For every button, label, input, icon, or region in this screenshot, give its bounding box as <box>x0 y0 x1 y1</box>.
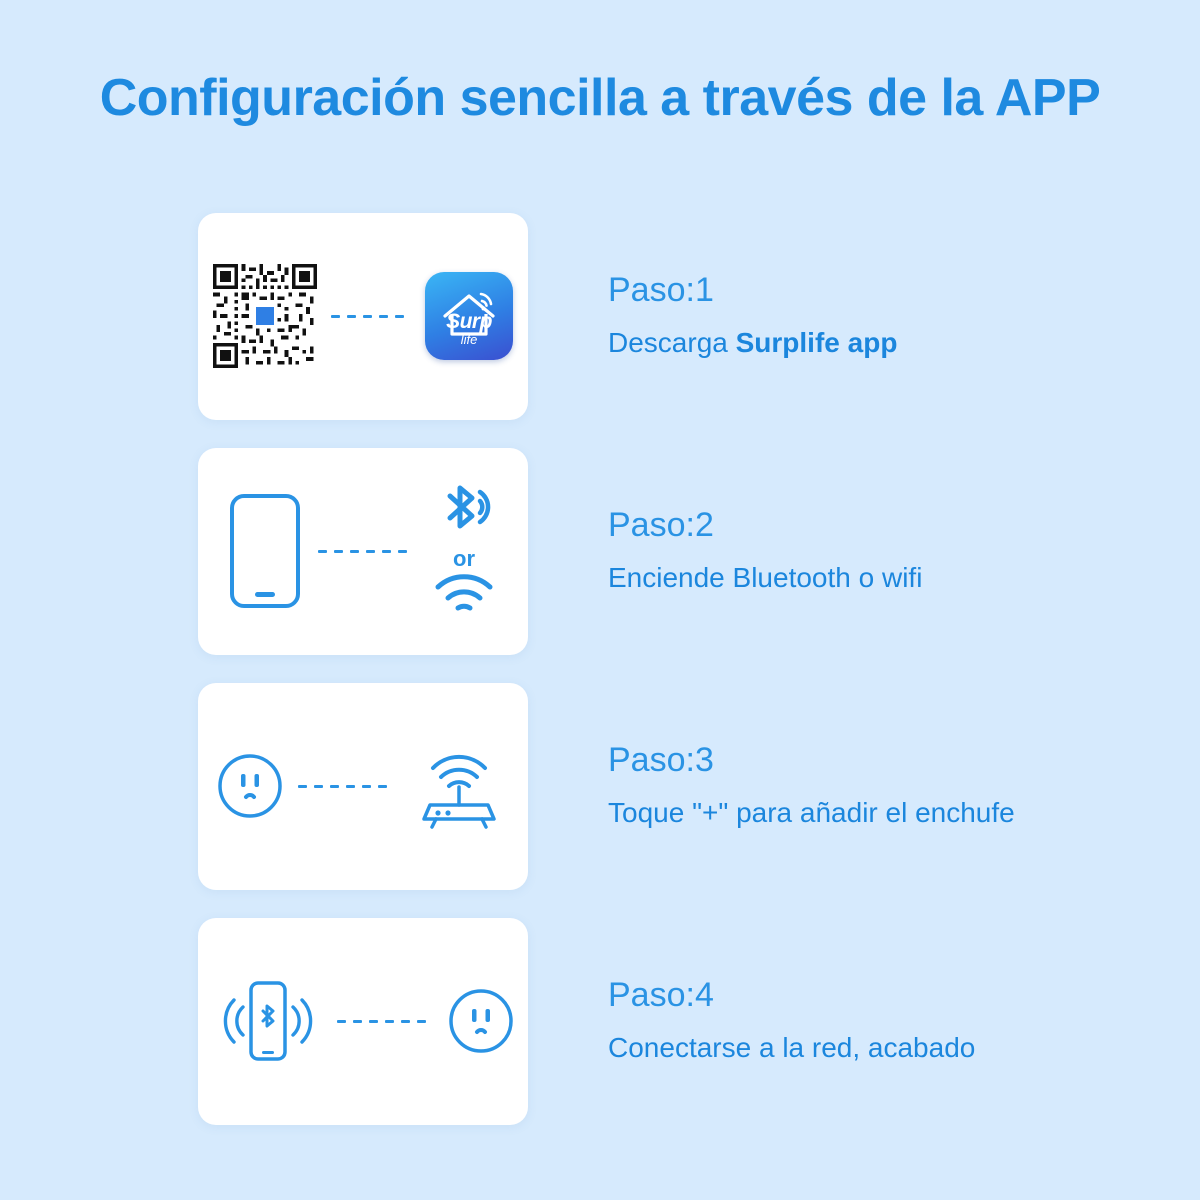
step-1-desc-bold: Surplife app <box>735 327 898 359</box>
step-2-illustration-card <box>198 448 528 655</box>
step-4-description: Conectarse a la red, acabado <box>608 1032 976 1064</box>
dashed-connector <box>331 315 411 318</box>
wifi-icon <box>428 574 500 620</box>
step-row <box>0 670 1200 902</box>
step-2-text <box>608 507 922 595</box>
step-row <box>0 435 1200 667</box>
step-1-illustration-card <box>198 213 528 420</box>
step-2-label: Paso:2 <box>608 505 714 544</box>
qr-code-icon <box>213 264 317 368</box>
app-name-line1: Surp <box>446 310 492 333</box>
smartphone-icon <box>226 492 304 610</box>
step-row <box>0 200 1200 432</box>
app-name-line2: life <box>460 332 478 347</box>
dashed-connector <box>298 785 394 788</box>
bluetooth-icon <box>428 482 500 544</box>
or-label: or <box>453 546 475 571</box>
step-2-description: Enciende Bluetooth o wifi <box>608 562 923 594</box>
step-row <box>0 905 1200 1137</box>
step-1-text <box>608 272 897 360</box>
step-1-desc-prefix: Descarga <box>608 327 736 359</box>
dashed-connector <box>337 1020 433 1023</box>
step-4-text <box>608 977 975 1065</box>
step-1-description <box>608 325 897 360</box>
dashed-connector <box>318 550 414 553</box>
page-title: Configuración sencilla a través de la APP <box>99 69 1101 127</box>
step-3-text <box>608 742 1015 830</box>
step-3-description: Toque "+" para añadir el enchufe <box>608 797 1015 829</box>
phone-bluetooth-icon <box>211 965 323 1077</box>
steps-list <box>0 200 1200 1140</box>
step-4-label: Paso:4 <box>608 975 714 1014</box>
surplife-app-icon <box>425 272 513 360</box>
outlet-icon <box>447 987 515 1055</box>
step-3-illustration-card <box>198 683 528 890</box>
step-4-illustration-card <box>198 918 528 1125</box>
outlet-icon <box>216 752 284 820</box>
step-3-label: Paso:3 <box>608 740 714 779</box>
step-1-label: Paso:1 <box>608 270 714 309</box>
router-icon <box>408 743 510 829</box>
